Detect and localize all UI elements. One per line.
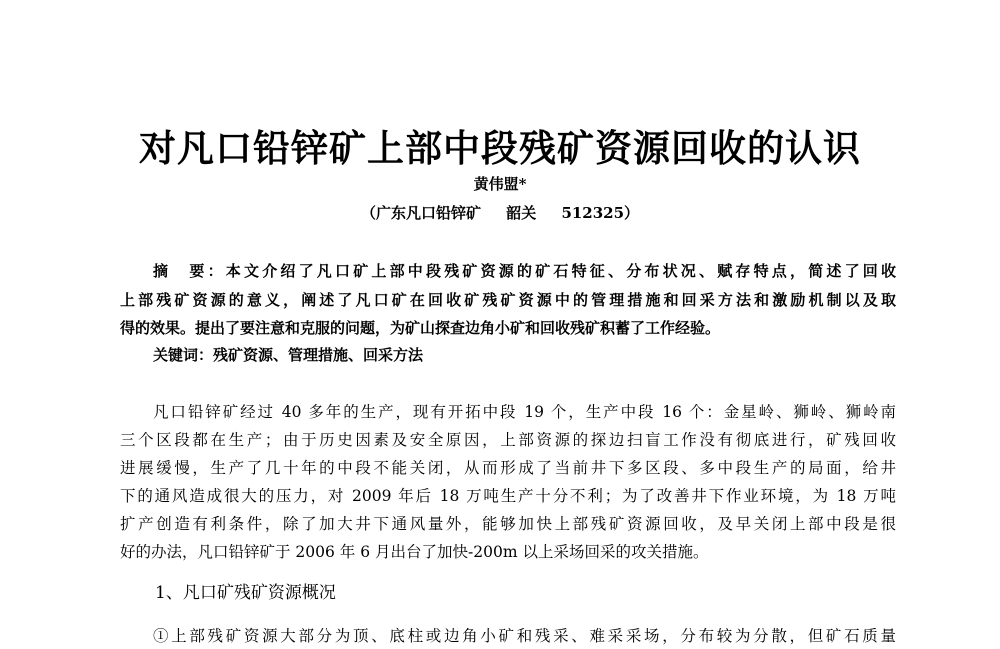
body-line: 扩产创造有利条件，除了加大井下通风量外，能够加快上部残矿资源回收，及早关闭上部中段是很 (120, 515, 896, 533)
body-line: 三个区段都在生产；由于历史因素及安全原因，上部资源的探边扫盲工作没有彻底进行，矿残回收 (120, 431, 896, 449)
affiliation-org: （广东凡口铅锌矿 (360, 204, 481, 222)
abstract-line: 得的效果。提出了要注意和克服的问题，为矿山探查边角小矿和回收残矿积蓄了工作经验。 (120, 319, 721, 337)
body-line: 下的通风造成很大的压力，对 2009 年后 18 万吨生产十分不利；为了改善井下作业环境，为 18 万吨 (120, 487, 896, 505)
abstract-line: 上部残矿资源的意义，阐述了凡口矿在回收矿残矿资源中的管理措施和回采方法和激励机制以及取 (120, 291, 896, 309)
body-line: 凡口铅锌矿经过 40 多年的生产，现有开拓中段 19 个，生产中段 16 个：金星岭、狮岭、狮岭南 (153, 403, 896, 421)
section-body-line: ①上部残矿资源大部分为顶、底柱或边角小矿和残采、难采采场，分布较为分散，但矿石质量 (153, 627, 896, 645)
affiliation (0, 202, 1000, 223)
body-line: 进展缓慢，生产了几十年的中段不能关闭，从而形成了当前井下多区段、多中段生产的局面，给井 (120, 459, 896, 477)
author-name: 黄伟盟* (473, 175, 527, 193)
paper-title: 对凡口铅锌矿上部中段残矿资源回收的认识 (139, 126, 861, 170)
section-heading: 1、凡口矿残矿资源概况 (155, 583, 336, 603)
body-line: 好的办法，凡口铅锌矿于 2006 年 6 月出台了加快-200m 以上采场回采的攻关措施。 (120, 543, 709, 561)
keywords-line: 关键词：残矿资源、管理措施、回采方法 (153, 346, 424, 364)
abstract-line: 摘 要：本文介绍了凡口矿上部中段残矿资源的矿石特征、分布状况、赋存特点，简述了回收 (153, 262, 896, 280)
affiliation-city: 韶关 (506, 204, 537, 222)
affiliation-postcode: 512325） (561, 204, 640, 222)
